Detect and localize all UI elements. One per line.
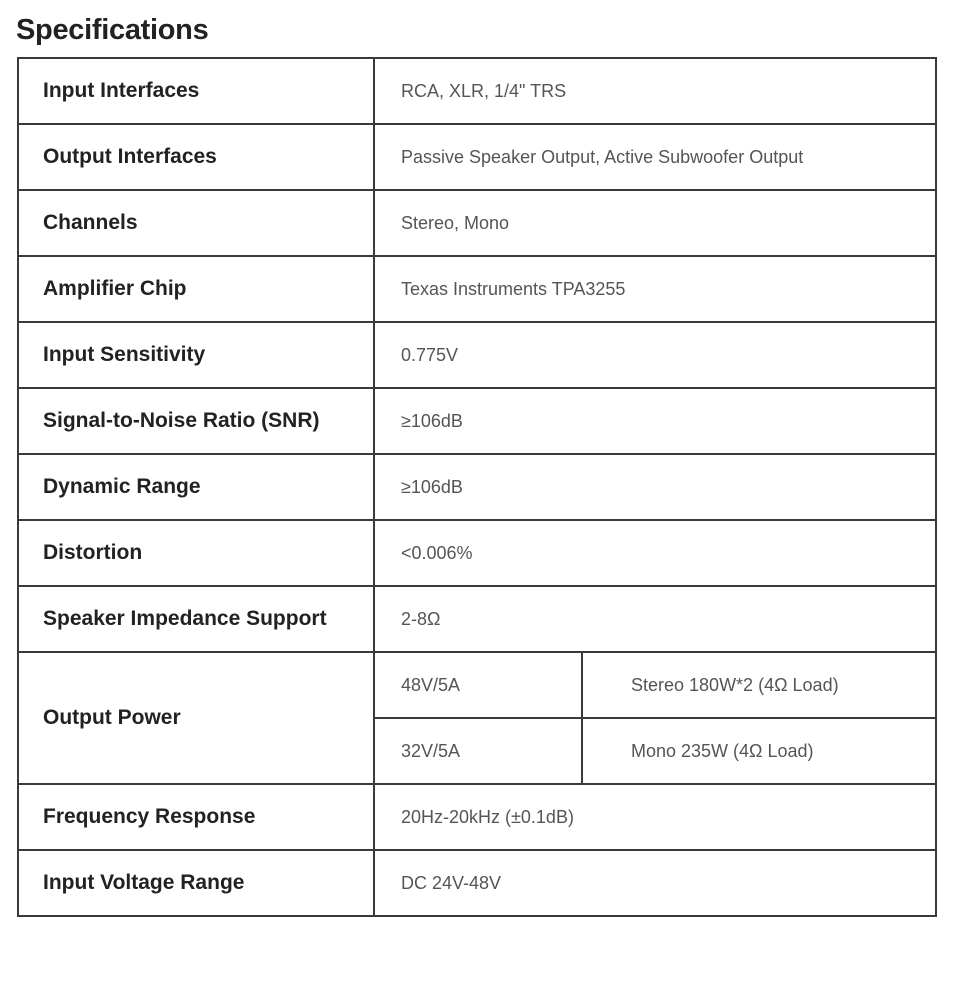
spec-label: Channels [18, 190, 374, 256]
spec-label: Signal-to-Noise Ratio (SNR) [18, 388, 374, 454]
spec-label: Frequency Response [18, 784, 374, 850]
spec-label: Dynamic Range [18, 454, 374, 520]
spec-label: Input Voltage Range [18, 850, 374, 916]
spec-label: Amplifier Chip [18, 256, 374, 322]
spec-label: Input Sensitivity [18, 322, 374, 388]
table-row [18, 322, 936, 388]
spec-value: 20Hz-20kHz (±0.1dB) [374, 784, 936, 850]
power-supply-value: 32V/5A [374, 718, 582, 784]
power-supply-value: 48V/5A [374, 652, 582, 718]
spec-value: ≥106dB [374, 388, 936, 454]
table-row [18, 850, 936, 916]
spec-value: ≥106dB [374, 454, 936, 520]
spec-value: Stereo, Mono [374, 190, 936, 256]
table-row [18, 190, 936, 256]
table-row [18, 388, 936, 454]
spec-value: Passive Speaker Output, Active Subwoofer Output [374, 124, 936, 190]
spec-value: Texas Instruments TPA3255 [374, 256, 936, 322]
table-row-output-power [18, 652, 936, 718]
spec-label: Speaker Impedance Support [18, 586, 374, 652]
spec-label: Output Power [18, 652, 374, 784]
spec-value: 0.775V [374, 322, 936, 388]
table-row [18, 58, 936, 124]
spec-label: Distortion [18, 520, 374, 586]
power-output-value: Stereo 180W*2 (4Ω Load) [582, 652, 936, 718]
spec-value: <0.006% [374, 520, 936, 586]
spec-value: RCA, XLR, 1/4" TRS [374, 58, 936, 124]
spec-value: DC 24V-48V [374, 850, 936, 916]
table-row [18, 454, 936, 520]
spec-label: Output Interfaces [18, 124, 374, 190]
spec-label: Input Interfaces [18, 58, 374, 124]
table-row [18, 256, 936, 322]
spec-value: 2-8Ω [374, 586, 936, 652]
specifications-table [17, 57, 937, 917]
table-row [18, 586, 936, 652]
power-output-value: Mono 235W (4Ω Load) [582, 718, 936, 784]
table-row [18, 520, 936, 586]
table-row [18, 784, 936, 850]
table-row [18, 124, 936, 190]
page-title: Specifications [16, 14, 209, 46]
